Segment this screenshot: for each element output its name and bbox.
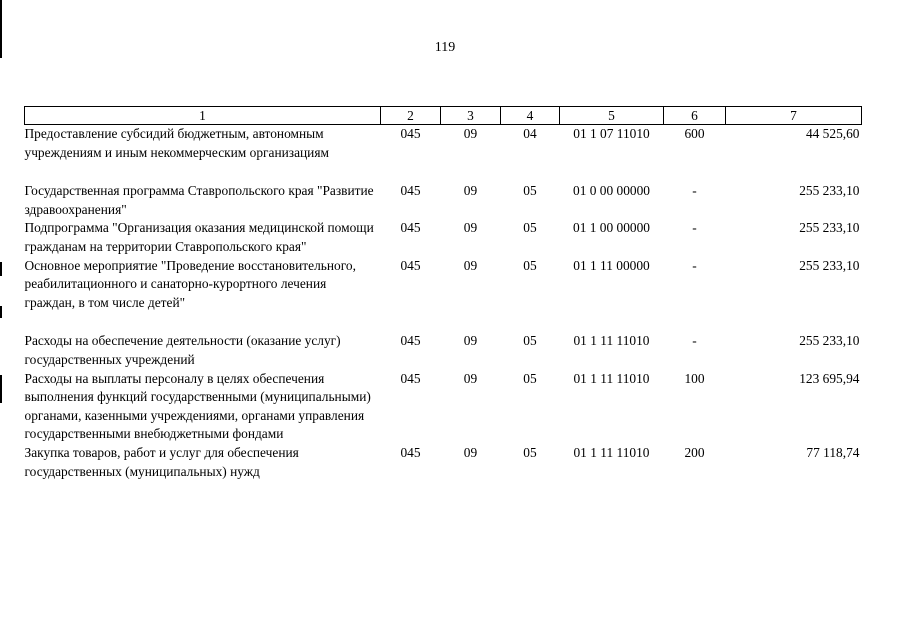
cell-amount: 123 695,94 (799, 370, 860, 386)
cell-code: 045 (400, 333, 421, 349)
cell-target: 01 1 11 11010 (573, 333, 650, 349)
cell-subsection: 05 (523, 183, 537, 199)
cell-expense-type: 600 (684, 126, 705, 141)
cell-amount: 44 525,60 (805, 126, 860, 141)
cell-target: 01 1 11 00000 (573, 257, 650, 273)
scan-edge-mark (0, 306, 2, 318)
cell-amount: 255 233,10 (799, 220, 860, 236)
cell-section: 09 (463, 333, 478, 349)
cell-amount: 77 118,74 (806, 444, 860, 460)
cell-target: 01 1 00 00000 (573, 220, 650, 236)
cell-section: 09 (463, 370, 478, 386)
row-spacer (25, 312, 862, 332)
cell-code: 045 (400, 126, 421, 141)
scan-edge-mark (0, 0, 2, 58)
cell-section: 09 (463, 126, 478, 141)
scan-edge-mark (0, 375, 2, 403)
table-row (25, 125, 862, 163)
cell-section: 09 (463, 257, 478, 273)
cell-subsection: 05 (523, 333, 537, 349)
table-row (25, 444, 862, 481)
cell-expense-type: 100 (684, 370, 705, 386)
row-name: Закупка товаров, работ и услуг для обеспечения государственных (муниципальных) нужд (24, 444, 299, 479)
cell-subsection: 05 (523, 257, 537, 273)
column-header: 2 (381, 107, 441, 125)
table-row (25, 257, 862, 313)
cell-expense-type: - (692, 183, 697, 199)
cell-target: 01 1 11 11010 (573, 370, 650, 386)
page-number: 119 (434, 40, 456, 55)
row-name: Основное мероприятие "Проведение восстановительного, реабилитационного и санаторно-курортного лечения граждан, в том числе детей" (24, 257, 356, 310)
column-header: 6 (664, 107, 726, 125)
row-spacer (25, 162, 862, 182)
cell-amount: 255 233,10 (799, 183, 860, 199)
cell-amount: 255 233,10 (799, 333, 860, 349)
row-name: Предоставление субсидий бюджетным, автономным учреждениям и иным некоммерческим организациям (24, 126, 329, 160)
column-header: 7 (726, 107, 862, 125)
cell-target: 01 0 00 00000 (573, 183, 650, 199)
cell-expense-type: - (692, 220, 697, 236)
cell-target: 01 1 07 11010 (573, 126, 650, 141)
cell-expense-type: - (692, 333, 697, 349)
table-row (25, 370, 862, 444)
table-row (25, 182, 862, 219)
table-row (25, 219, 862, 256)
row-name: Подпрограмма "Организация оказания медицинской помощи гражданам на территории Ставропольского края" (24, 220, 374, 254)
table-header-row (25, 107, 862, 125)
cell-section: 09 (463, 220, 478, 236)
row-name: Государственная программа Ставропольского края "Развитие здравоохранения" (24, 183, 374, 217)
cell-subsection: 05 (523, 444, 537, 460)
cell-code: 045 (400, 257, 421, 273)
cell-expense-type: - (692, 257, 697, 273)
column-header: 5 (560, 107, 664, 125)
cell-amount: 255 233,10 (799, 257, 860, 273)
budget-table (24, 106, 862, 481)
scan-edge-mark (0, 262, 2, 276)
cell-subsection: 05 (523, 370, 537, 386)
cell-code: 045 (400, 370, 421, 386)
cell-subsection: 04 (523, 126, 537, 141)
cell-expense-type: 200 (684, 444, 705, 460)
column-header: 1 (25, 107, 381, 125)
column-header: 4 (501, 107, 560, 125)
cell-target: 01 1 11 11010 (573, 444, 650, 460)
cell-section: 09 (463, 444, 478, 460)
cell-code: 045 (400, 183, 421, 199)
row-name: Расходы на обеспечение деятельности (оказание услуг) государственных учреждений (24, 333, 341, 367)
row-name: Расходы на выплаты персоналу в целях обеспечения выполнения функций государственными (муниципальными) органами, казенными учреждениями, органами управления государственными внебюджетными фондами (24, 370, 371, 442)
cell-section: 09 (463, 183, 478, 199)
table-row (25, 332, 862, 369)
cell-code: 045 (400, 444, 421, 460)
cell-code: 045 (400, 220, 421, 236)
cell-subsection: 05 (523, 220, 537, 236)
column-header: 3 (441, 107, 501, 125)
